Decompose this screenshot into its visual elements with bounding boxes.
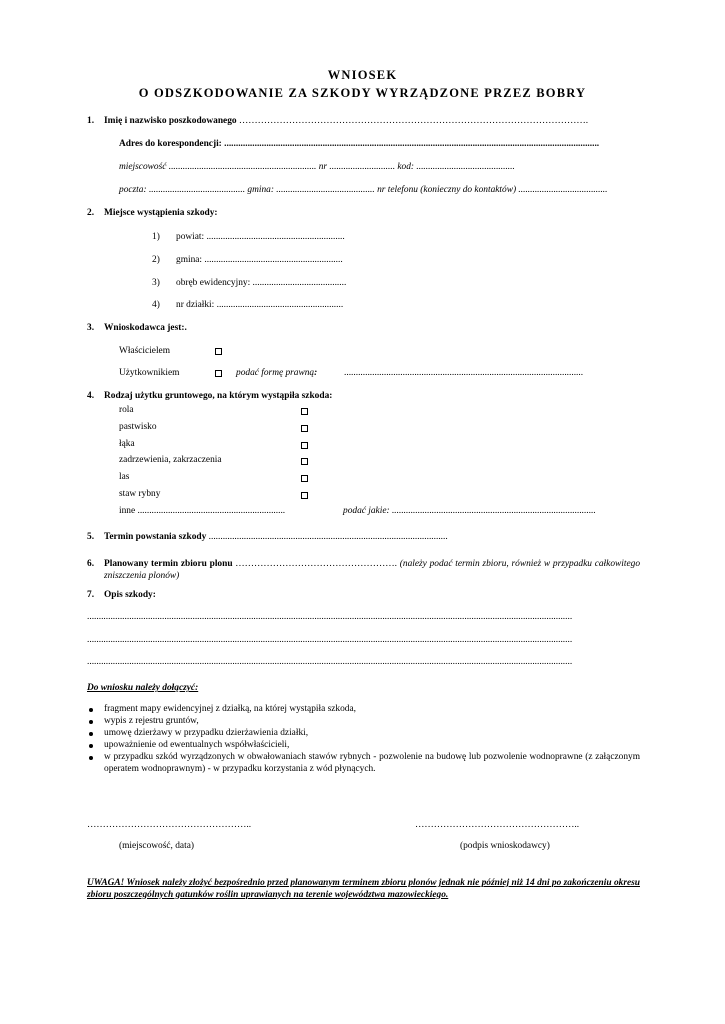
bullet-icon — [89, 720, 93, 724]
description-line[interactable]: ............................................................................................................................................................................................................... — [87, 612, 573, 622]
damage-date-dots: ...................................................................................................... — [206, 532, 448, 542]
legal-form-text: podać formę prawną — [236, 368, 315, 378]
warning-text: Wniosek należy złożyć bezpośrednio przed planowanym terminem zbioru plonów jednak nie później niż 14 dni po zakończeniu okresu zbioru poszczególnych gatunków roślin uprawianych na terenie województwa mazowieckiego. — [87, 878, 640, 900]
post-field[interactable]: poczta: ......................................... gmina: .......................................... nr telefonu (konieczny do kontaktów) ...................................... — [119, 185, 608, 195]
land-type-label: rola — [119, 405, 134, 415]
signature-field[interactable]: …………………………………………….. — [415, 820, 580, 830]
section-5-number: 5. — [87, 532, 95, 542]
address-text: Adres do korespondencji: ................................................................................................................................................................ — [119, 139, 600, 149]
form-title: WNIOSEK — [327, 68, 398, 82]
section-6-label: Planowany termin zbioru plonu — [104, 559, 233, 569]
s2-item-number: 1) — [152, 232, 160, 242]
land-type-label: zadrzewienia, zakrzaczenia — [119, 455, 222, 465]
section-4-label: Rodzaj użytku gruntowego, na którym wystąpiła szkoda: — [104, 391, 333, 401]
place-date-field[interactable]: …………………………………………….. — [87, 820, 252, 830]
land-type-checkbox[interactable] — [301, 458, 308, 465]
attachment-item: fragment mapy ewidencyjnej z działką, na której wystąpiła szkoda, — [104, 704, 356, 714]
owner-label: Właścicielem — [119, 346, 171, 356]
plot-number-field[interactable]: nr działki: ...................................................... — [176, 300, 344, 310]
legal-form-label — [236, 368, 317, 378]
attachment-item: wypis z rejestru gruntów, — [104, 716, 199, 726]
legal-form-field[interactable]: ...................................................................................................... — [344, 368, 584, 378]
bullet-icon — [89, 708, 93, 712]
attachment-item: w przypadku szkód wyrządzonych w obwałowaniach stawów rybnych - pozwolenie na budowę lub pozwolenie wodnoprawne (z załączonym operatem wodnoprawnym) - w przypadku korzystania z wód płynących. — [104, 752, 640, 774]
bullet-icon — [89, 756, 93, 760]
section-1-label: Imię i nazwisko poszkodowanego — [104, 116, 237, 126]
land-type-checkbox[interactable] — [301, 425, 308, 432]
section-7-number: 7. — [87, 590, 95, 600]
section-4-number: 4. — [87, 391, 95, 401]
bullet-icon — [89, 732, 93, 736]
harvest-date-note: (należy podać termin zbioru, również w przypadku całkowitego zniszczenia plonów) — [104, 559, 641, 581]
harvest-date-field[interactable] — [104, 559, 640, 582]
signature-label: (podpis wnioskodawcy) — [460, 841, 550, 851]
section-2-number: 2. — [87, 208, 95, 218]
section-2-label: Miejsce wystąpienia szkody: — [104, 208, 218, 218]
commune-field[interactable]: gmina: ........................................................... — [176, 255, 343, 265]
land-type-label: staw rybny — [119, 489, 161, 499]
owner-checkbox[interactable] — [215, 348, 222, 355]
land-type-label: las — [119, 472, 130, 482]
user-checkbox[interactable] — [215, 370, 222, 377]
section-1-row — [104, 116, 588, 126]
description-line[interactable]: ............................................................................................................................................................................................................... — [87, 657, 573, 667]
land-type-checkbox[interactable] — [301, 442, 308, 449]
form-subtitle: O ODSZKODOWANIE ZA SZKODY WYRZĄDZONE PRZEZ BOBRY — [138, 86, 587, 100]
land-type-checkbox[interactable] — [301, 492, 308, 499]
section-6-number: 6. — [87, 559, 95, 569]
description-line[interactable]: ............................................................................................................................................................................................................... — [87, 635, 573, 645]
attachment-item: upoważnienie od ewentualnych współwłaścicieli, — [104, 740, 290, 750]
precinct-field[interactable]: obręb ewidencyjny: ........................................ — [176, 278, 347, 288]
bullet-icon — [89, 744, 93, 748]
harvest-date-dots: ……………………………………………. — [232, 559, 398, 569]
specify-land-field[interactable]: podać jakie: ....................................................................................... — [343, 506, 596, 516]
section-3-label: Wnioskodawca jest:. — [104, 323, 187, 333]
section-3-number: 3. — [87, 323, 95, 333]
user-label: Użytkownikiem — [119, 368, 180, 378]
district-field[interactable]: powiat: ........................................................... — [176, 232, 345, 242]
land-type-label: pastwisko — [119, 422, 157, 432]
s2-item-number: 3) — [152, 278, 160, 288]
s2-item-number: 2) — [152, 255, 160, 265]
section-1-number: 1. — [87, 116, 95, 126]
land-type-checkbox[interactable] — [301, 408, 308, 415]
city-field[interactable]: miejscowość ............................................................... nr ............................ kod: .......................................... — [119, 162, 515, 172]
legal-form-colon: : — [314, 368, 318, 378]
attachments-heading: Do wniosku należy dołączyć: — [87, 683, 199, 693]
warning-note — [87, 878, 640, 901]
attachment-item: umowę dzierżawy w przypadku dzierżawienia działki, — [104, 728, 309, 738]
warning-prefix: UWAGA! — [87, 878, 125, 888]
s2-item-number: 4) — [152, 300, 160, 310]
section-7-label: Opis szkody: — [104, 590, 156, 600]
land-type-label: łąka — [119, 439, 135, 449]
place-date-label: (miejscowość, data) — [119, 841, 194, 851]
land-type-checkbox[interactable] — [301, 475, 308, 482]
other-land-field[interactable]: inne ............................................................... — [119, 506, 286, 516]
section-5-label: Termin powstania szkody — [104, 532, 207, 542]
address-field[interactable] — [119, 139, 599, 149]
damage-date-field[interactable] — [104, 532, 448, 542]
name-field[interactable]: …………………………………………………………………………………………………. — [238, 116, 589, 126]
